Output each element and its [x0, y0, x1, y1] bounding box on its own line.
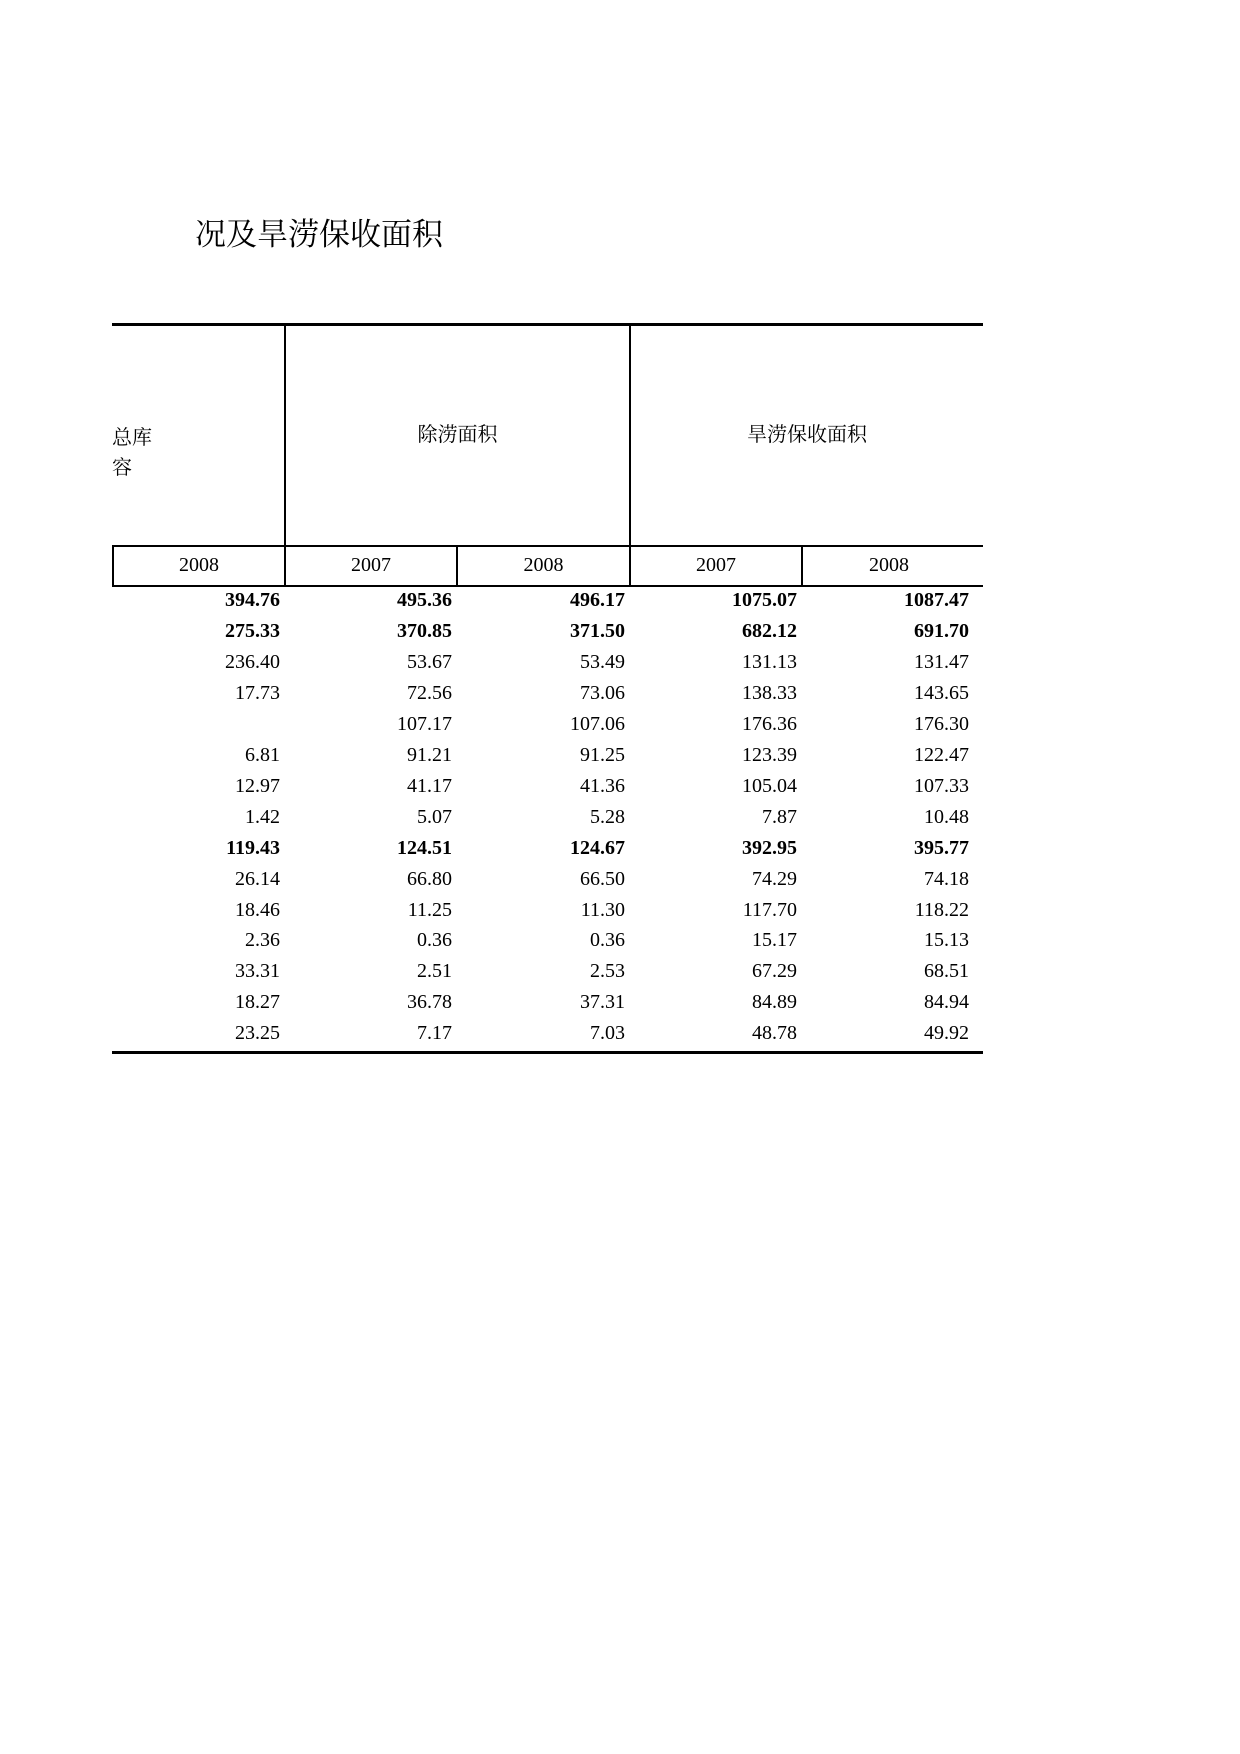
table-cell: 49.92 [924, 1022, 969, 1045]
table-cell: 18.27 [235, 991, 280, 1014]
table-cell: 107.33 [914, 774, 969, 797]
table-cell: 15.17 [752, 929, 797, 952]
table-cell: 395.77 [914, 836, 969, 859]
table-cell: 91.21 [407, 743, 452, 766]
table-cell: 5.07 [417, 805, 452, 828]
year-col-4: 2007 [696, 554, 736, 576]
year-col-3: 2008 [523, 554, 564, 576]
table-cell: 117.70 [742, 898, 797, 921]
table-cell: 5.28 [590, 805, 625, 828]
header-guaranteed-area: 旱涝保收面积 [747, 422, 867, 446]
table-cell: 23.25 [235, 1022, 280, 1045]
table-cell: 2.53 [590, 960, 625, 983]
table-cell: 66.50 [580, 867, 625, 890]
table-cell: 7.87 [762, 805, 797, 828]
table-cell: 143.65 [914, 681, 969, 704]
table-cell: 176.30 [914, 712, 969, 735]
table-bottom-rule [112, 1051, 983, 1054]
table-cell: 11.30 [580, 898, 625, 921]
table-cell: 370.85 [397, 619, 452, 642]
table-cell: 176.36 [742, 712, 797, 735]
table-cell: 496.17 [570, 589, 625, 611]
table-cell: 68.51 [924, 960, 969, 983]
table-cell: 53.49 [580, 650, 625, 673]
year-col-1: 2008 [179, 554, 219, 576]
table-cell: 15.13 [924, 929, 969, 952]
table-cell: 691.70 [914, 619, 969, 642]
data-table [112, 0, 983, 1100]
table-cell: 84.89 [752, 991, 797, 1014]
table-cell: 53.67 [407, 650, 452, 673]
table-cell: 1075.07 [732, 589, 797, 611]
table-cell: 48.78 [752, 1022, 797, 1045]
table-cell: 371.50 [570, 619, 625, 642]
table-cell: 107.17 [397, 712, 452, 735]
table-cell: 7.17 [417, 1022, 452, 1045]
table-cell: 41.17 [407, 774, 452, 797]
table-cell: 124.67 [570, 836, 625, 859]
table-cell: 73.06 [580, 681, 625, 704]
table-cell: 1.42 [245, 805, 280, 828]
table-cell: 41.36 [580, 774, 625, 797]
table-cell: 7.03 [590, 1022, 625, 1045]
page-title: 况及旱涝保收面积 [195, 217, 443, 253]
table-cell: 0.36 [590, 929, 625, 952]
table-cell: 394.76 [225, 589, 280, 611]
table-cell: 37.31 [580, 991, 625, 1014]
table-cell: 36.78 [407, 991, 452, 1014]
table-cell: 91.25 [580, 743, 625, 766]
table-cell: 17.73 [235, 681, 280, 704]
table-cell: 138.33 [742, 681, 797, 704]
table-cell: 67.29 [752, 960, 797, 983]
table-cell: 33.31 [235, 960, 280, 983]
table-cell: 6.81 [245, 743, 280, 766]
table-cell: 10.48 [924, 805, 969, 828]
table-cell: 74.18 [924, 867, 969, 890]
table-cell: 66.80 [407, 867, 452, 890]
table-cell: 18.46 [235, 898, 280, 921]
header-reservoir-capacity: 总库容 [112, 425, 152, 479]
table-cell: 1087.47 [904, 589, 969, 611]
table-cell: 0.36 [417, 929, 452, 952]
table-cell: 2.51 [417, 960, 452, 983]
header-reservoir-capacity-clip [112, 422, 286, 479]
table-cell: 682.12 [742, 619, 797, 642]
table-cell: 236.40 [225, 650, 280, 673]
table-cell: 124.51 [397, 836, 452, 859]
table-cell: 74.29 [752, 867, 797, 890]
table-cell: 105.04 [742, 774, 797, 797]
header-drainage-area: 除涝面积 [417, 422, 498, 446]
year-col-2: 2007 [351, 554, 391, 576]
table-cell: 12.97 [235, 774, 280, 797]
table-cell: 495.36 [397, 589, 452, 611]
table-cell: 84.94 [924, 991, 969, 1014]
table-cell: 72.56 [407, 681, 452, 704]
table-cell: 131.13 [742, 650, 797, 673]
year-col-5: 2008 [869, 554, 909, 576]
table-cell: 275.33 [225, 619, 280, 642]
table-cell: 107.06 [570, 712, 625, 735]
table-cell: 11.25 [407, 898, 452, 921]
table-cell: 118.22 [914, 898, 969, 921]
table-cell: 2.36 [245, 929, 280, 952]
table-cell: 26.14 [235, 867, 280, 890]
table-cell: 122.47 [914, 743, 969, 766]
table-cell: 123.39 [742, 743, 797, 766]
table-cell: 392.95 [742, 836, 797, 859]
table-top-rule [112, 323, 983, 326]
table-cell: 131.47 [914, 650, 969, 673]
table-cell: 119.43 [226, 836, 280, 859]
